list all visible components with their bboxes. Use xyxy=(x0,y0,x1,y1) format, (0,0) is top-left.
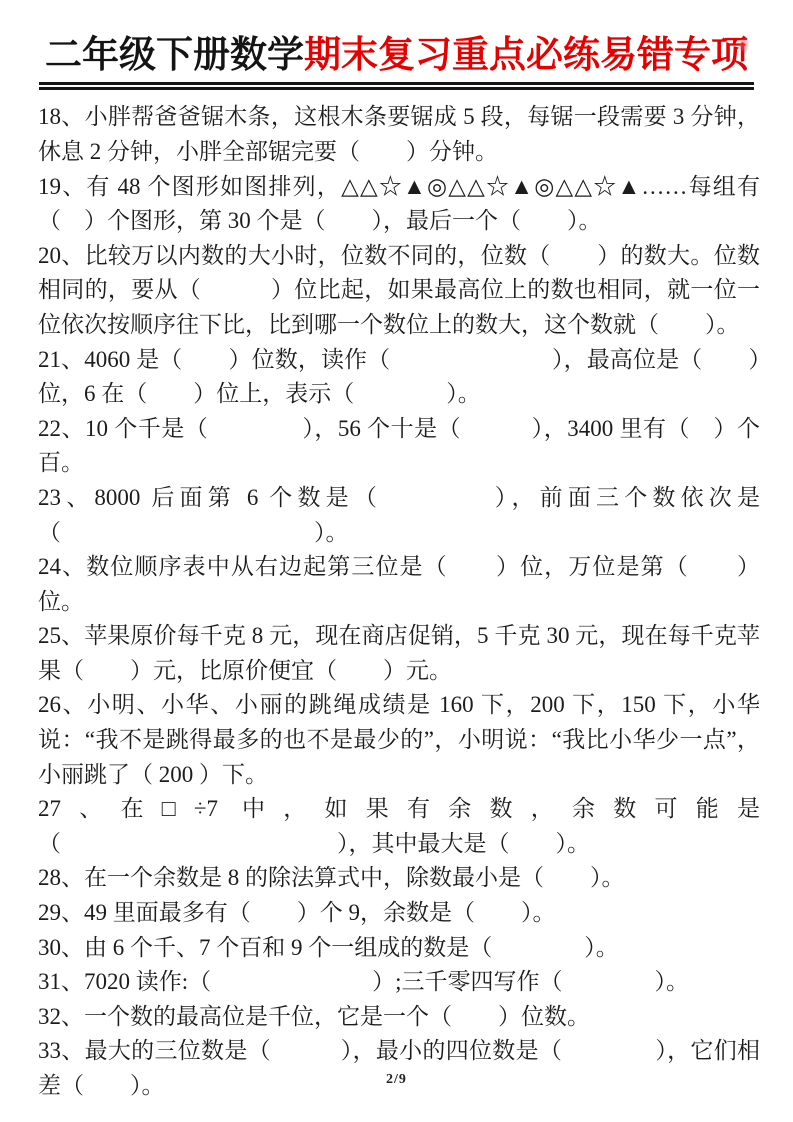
question-27: 27、在□÷7 中，如果有余数，余数可能是（ ），其中最大是（ ）。 xyxy=(38,796,760,856)
red-stamp-mark xyxy=(739,39,748,51)
worksheet-header xyxy=(0,0,793,90)
page-number: 2/9 xyxy=(386,1072,407,1087)
question-25: 25、苹果原价每千克 8 元，现在商店促销，5 千克 30 元，现在每千克苹果（ ）元，比原价便宜（ ）元。 xyxy=(38,623,760,683)
question-24: 24、数位顺序表中从右边起第三位是（ ）位，万位是第（ ）位。 xyxy=(38,554,760,614)
page-title xyxy=(39,33,754,90)
question-19: 19、有 48 个图形如图排列，△△☆▲◎△△☆▲◎△△☆▲……每组有（ ）个图形，第 30 个是（ ），最后一个（ ）。 xyxy=(38,173,760,234)
question-31: 31、7020 读作:（ ）;三千零四写作（ ）。 xyxy=(38,969,690,995)
question-28: 28、在一个余数是 8 的除法算式中，除数最小是（ ）。 xyxy=(38,865,625,891)
title-topic-part: 期末复习重点必练易错专项 xyxy=(304,34,748,75)
question-32: 32、一个数的最高位是千位，它是一个（ ）位数。 xyxy=(38,1003,590,1029)
question-20: 20、比较万以内数的大小时，位数不同的，位数（ ）的数大。位数相同的，要从（ ）位比起，如果最高位上的数也相同，就一位一位依次按顺序往下比，比到哪一个数位上的数大，这个数就（ ）。 xyxy=(38,242,760,337)
question-18: 18、小胖帮爸爸锯木条，这根木条要锯成 5 段，每锯一段需要 3 分钟，休息 2 分钟，小胖全部锯完要（ ）分钟。 xyxy=(38,104,760,164)
question-29: 29、49 里面最多有（ ）个 9，余数是（ ）。 xyxy=(38,900,556,926)
question-21: 21、4060 是（ ）位数，读作（ ），最高位是（ ）位，6 在（ ）位上，表示（ ）。 xyxy=(38,346,760,407)
question-30: 30、由 6 个千、7 个百和 9 个一组成的数是（ ）。 xyxy=(38,934,619,960)
question-23: 23、8000 后面第 6 个数是（ ），前面三个数依次是（ ）。 xyxy=(38,484,760,545)
question-list xyxy=(0,90,793,1103)
question-33: 33、最大的三位数是（ ），最小的四位数是（ ），它们相差（ ）。 xyxy=(38,1038,760,1099)
title-grade-part: 二年级下册数学 xyxy=(45,34,304,75)
question-22: 22、10 个千是（ ），56 个十是（ ），3400 里有（ ）个百。 xyxy=(38,415,760,476)
question-26: 26、小明、小华、小丽的跳绳成绩是 160 下，200 下，150 下，小华说：“我不是跳得最多的也不是最少的”，小明说：“我比小华少一点”，小丽跳了（ 200 ）下。 xyxy=(38,692,760,787)
